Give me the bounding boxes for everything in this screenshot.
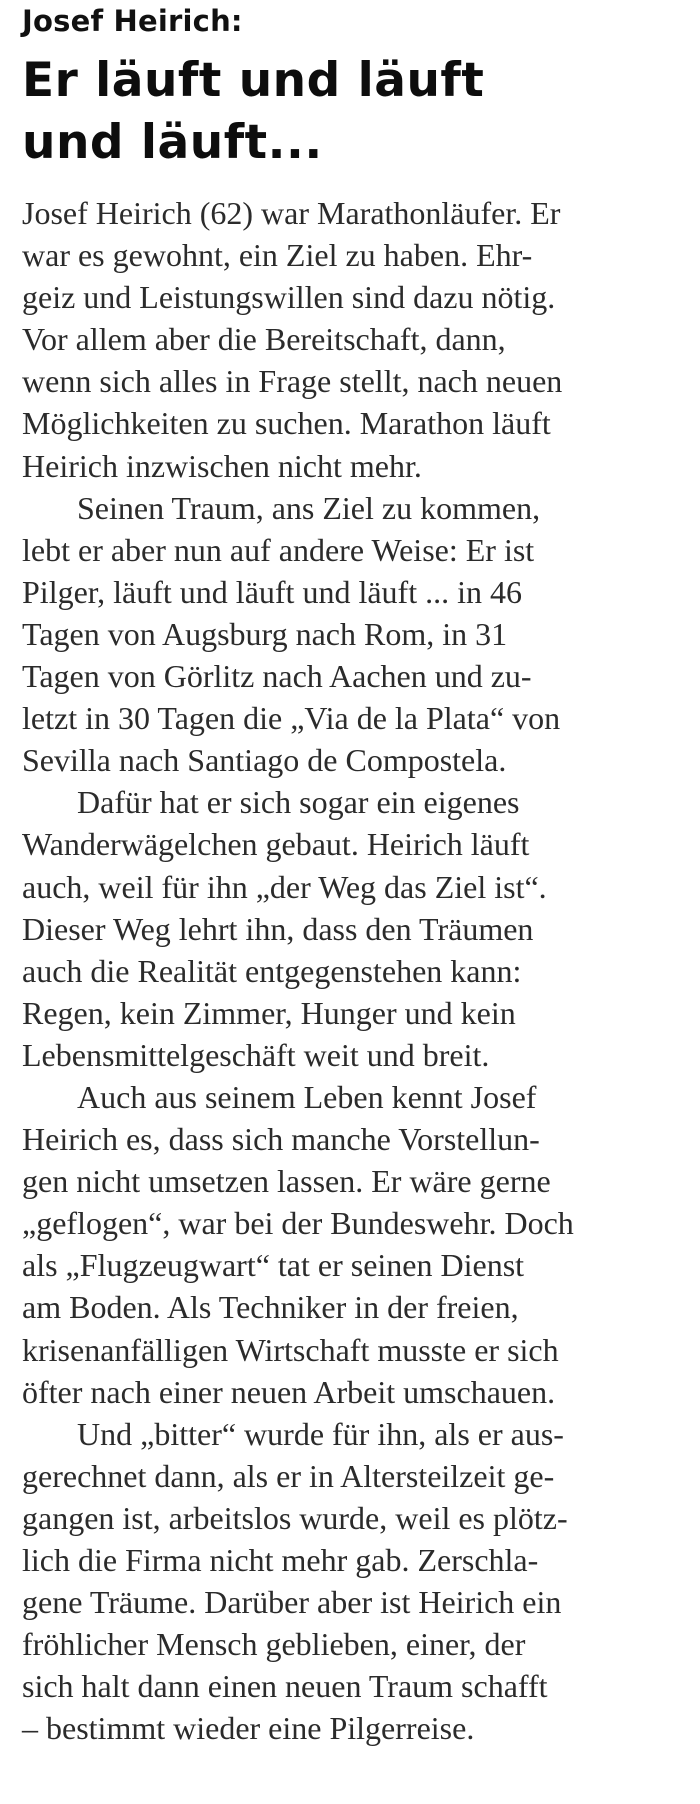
body-line: Und „bitter“ wurde für ihn, als er aus- [77,1415,564,1452]
headline-line: Er läuft und läuft [22,53,485,108]
body-line: Dafür hat er sich sogar ein eigenes [77,784,520,821]
body-line: Heirich es, dass sich manche Vorstellun- [22,1121,540,1158]
body-line: Lebensmittelgeschäft weit und breit. [22,1036,490,1073]
article-kicker: Josef Heirich: [22,4,243,38]
body-line: krisenanfälligen Wirtschaft musste er sich [22,1331,559,1368]
body-line: Auch aus seinem Leben kennt Josef [77,1078,537,1115]
body-line: öfter nach einer neuen Arbeit umschauen. [22,1373,556,1410]
body-line: „geflogen“, war bei der Bundeswehr. Doch [22,1205,574,1242]
article-body [22,192,692,1749]
body-line: Pilger, läuft und läuft und läuft ... in 46 [22,573,522,610]
body-line: Wanderwägelchen gebaut. Heirich läuft [22,826,530,863]
body-line: Tagen von Görlitz nach Aachen und zu- [22,658,532,695]
body-line: gene Träume. Darüber aber ist Heirich ein [22,1584,562,1621]
body-line: war es gewohnt, ein Ziel zu haben. Ehr- [22,237,533,274]
body-line: gangen ist, arbeitslos wurde, weil es plötz- [22,1499,568,1536]
body-line: – bestimmt wieder eine Pilgerreise. [22,1710,475,1747]
body-line: Dieser Weg lehrt ihn, dass den Träumen [22,910,534,947]
body-line: Tagen von Augsburg nach Rom, in 31 [22,615,508,652]
body-line: Heirich inzwischen nicht mehr. [22,447,422,484]
body-line: Seinen Traum, ans Ziel zu kommen, [77,489,541,526]
body-line: fröhlicher Mensch geblieben, einer, der [22,1626,526,1663]
body-line: Vor allem aber die Bereitschaft, dann, [22,321,506,358]
body-line: sich halt dann einen neuen Traum schafft [22,1668,548,1705]
body-line: wenn sich alles in Frage stellt, nach neuen [22,363,563,400]
headline-line: und läuft... [22,115,323,170]
article-headline [22,50,484,174]
body-line: Josef Heirich (62) war Marathonläufer. Er [22,195,561,231]
body-line: Sevilla nach Santiago de Compostela. [22,742,507,779]
body-line: als „Flugzeugwart“ tat er seinen Dienst [22,1247,525,1284]
body-line: letzt in 30 Tagen die „Via de la Plata“ von [22,700,561,737]
body-line: gen nicht umsetzen lassen. Er wäre gerne [22,1163,551,1200]
body-line: lich die Firma nicht mehr gab. Zerschla- [22,1542,539,1578]
body-line: auch die Realität entgegenstehen kann: [22,952,522,989]
body-line: am Boden. Als Techniker in der freien, [22,1289,519,1326]
body-line: Regen, kein Zimmer, Hunger und kein [22,994,516,1031]
body-line: auch, weil für ihn „der Weg das Ziel ist“. [22,868,547,905]
body-line: geiz und Leistungswillen sind dazu nötig. [22,279,556,316]
body-line: lebt er aber nun auf andere Weise: Er ist [22,531,535,568]
body-line: gerechnet dann, als er in Altersteilzeit ge- [22,1457,555,1494]
body-line: Möglichkeiten zu suchen. Marathon läuft [22,405,551,442]
